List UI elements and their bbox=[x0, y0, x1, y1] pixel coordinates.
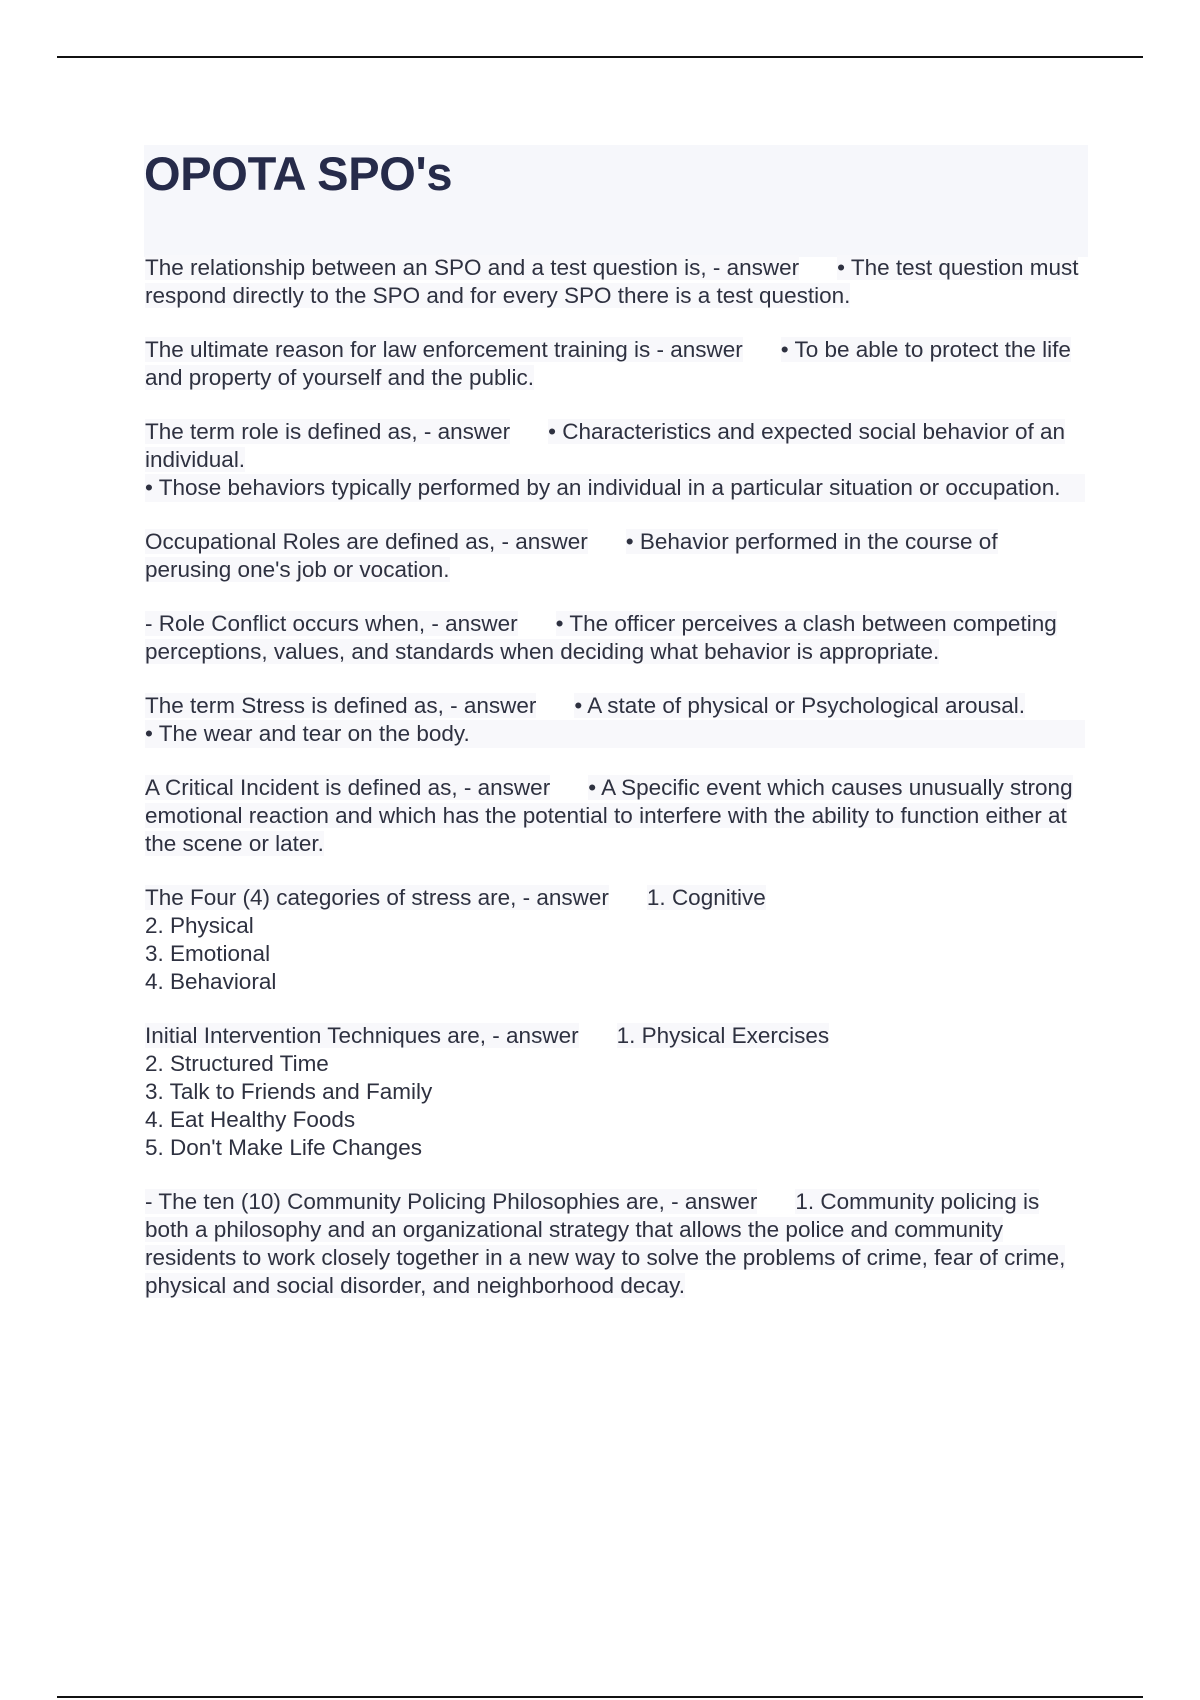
footer-rule bbox=[57, 1696, 1143, 1698]
answer-text: • The test question must respond directly to the SPO and for every SPO there is a test question. bbox=[145, 255, 1079, 308]
answer-line: 3. Emotional bbox=[145, 941, 271, 966]
qa-item bbox=[145, 1188, 1085, 1300]
answer-line: 2. Physical bbox=[145, 913, 254, 938]
question-text: The relationship between an SPO and a test question is, - answer bbox=[145, 255, 800, 280]
answer-text: • A state of physical or Psychological arousal. bbox=[574, 693, 1026, 718]
answer-line: • Those behaviors typically performed by an individual in a particular situation or occupation. bbox=[145, 474, 1085, 502]
answer-line: 5. Don't Make Life Changes bbox=[145, 1135, 422, 1160]
answer-line: 4. Eat Healthy Foods bbox=[145, 1107, 356, 1132]
answer-text: 1. Community policing is both a philosophy and an organizational strategy that allows the police and community residents to work closely together in a new way to solve the problems of crime, fear of crime, physical and social disorder, and neighborhood decay. bbox=[145, 1189, 1066, 1298]
question-text: - Role Conflict occurs when, - answer bbox=[145, 611, 518, 636]
qa-item bbox=[145, 528, 1085, 584]
question-text: The term Stress is defined as, - answer bbox=[145, 693, 537, 718]
question-text: The term role is defined as, - answer bbox=[145, 419, 511, 444]
answer-text: 1. Physical Exercises bbox=[616, 1023, 830, 1048]
answer-text: • A Specific event which causes unusually strong emotional reaction and which has the potential to interfere with the ability to function either at the scene or later. bbox=[145, 775, 1073, 856]
answer-text: • The officer perceives a clash between competing perceptions, values, and standards when deciding what behavior is appropriate. bbox=[145, 611, 1057, 664]
answer-line: 3. Talk to Friends and Family bbox=[145, 1079, 433, 1104]
answer-text: • Behavior performed in the course of perusing one's job or vocation. bbox=[145, 529, 998, 582]
answer-text: 1. Cognitive bbox=[646, 885, 766, 910]
answer-line: 2. Structured Time bbox=[145, 1051, 329, 1076]
question-text: Initial Intervention Techniques are, - answer bbox=[145, 1023, 579, 1048]
qa-list bbox=[145, 254, 1085, 1326]
question-text: - The ten (10) Community Policing Philosophies are, - answer bbox=[145, 1189, 758, 1214]
page-title: OPOTA SPO's bbox=[144, 147, 453, 200]
question-text: Occupational Roles are defined as, - answer bbox=[145, 529, 588, 554]
qa-item bbox=[145, 336, 1085, 392]
qa-item bbox=[145, 692, 1085, 748]
answer-text: • Characteristics and expected social behavior of an individual. bbox=[145, 419, 1066, 472]
answer-line: 4. Behavioral bbox=[145, 969, 277, 994]
qa-item bbox=[145, 254, 1085, 310]
header-rule bbox=[57, 56, 1143, 58]
question-text: The Four (4) categories of stress are, - answer bbox=[145, 885, 609, 910]
qa-item bbox=[145, 774, 1085, 858]
qa-item bbox=[145, 1022, 1085, 1162]
answer-line: • The wear and tear on the body. bbox=[145, 720, 1085, 748]
question-text: A Critical Incident is defined as, - answer bbox=[145, 775, 551, 800]
answer-text: • To be able to protect the life and property of yourself and the public. bbox=[145, 337, 1071, 390]
qa-item bbox=[145, 610, 1085, 666]
qa-item bbox=[145, 884, 1085, 996]
question-text: The ultimate reason for law enforcement training is - answer bbox=[145, 337, 743, 362]
qa-item bbox=[145, 418, 1085, 502]
